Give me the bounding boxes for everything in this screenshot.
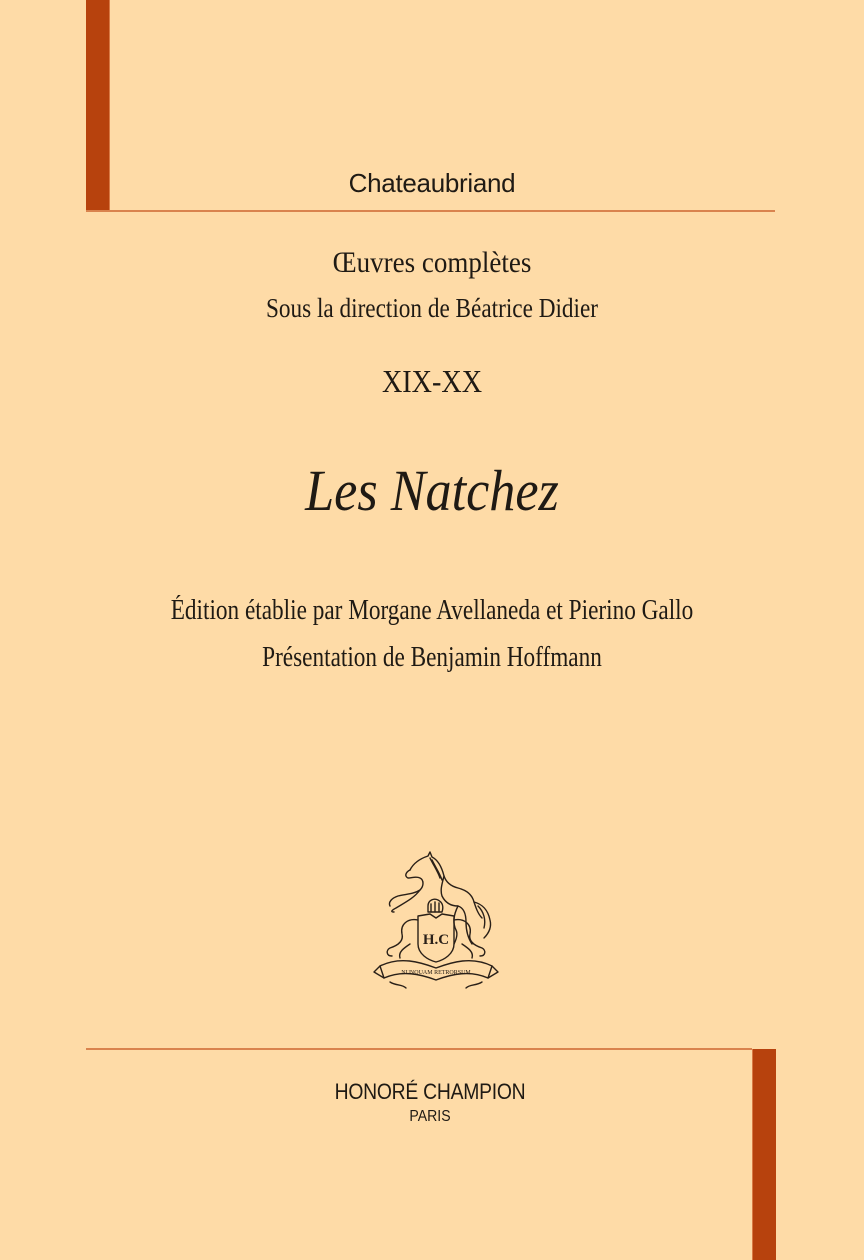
publisher-name: HONORÉ CHAMPION bbox=[334, 1079, 526, 1104]
author-name-text: Chateaubriand bbox=[348, 168, 516, 198]
edition-credit: Édition établie par Morgane Avellaneda et Pierino Gallo bbox=[170, 595, 694, 626]
presentation-credit: Présentation de Benjamin Hoffmann bbox=[262, 642, 602, 673]
author-name bbox=[0, 168, 864, 199]
series-title: Œuvres complètes bbox=[332, 246, 532, 279]
series-editor: Sous la direction de Béatrice Didier bbox=[265, 293, 599, 323]
book-title: Les Natchez bbox=[305, 458, 559, 523]
bottom-divider-rule bbox=[86, 1048, 752, 1050]
emblem-banner-text: NUNQUAM RETRORSUM bbox=[401, 970, 471, 976]
volume-number: XIX-XX bbox=[381, 363, 483, 399]
publisher-city: PARIS bbox=[409, 1108, 451, 1125]
publisher-horse-crest-icon bbox=[370, 848, 500, 994]
top-divider-rule bbox=[86, 210, 775, 212]
emblem-shield-text: H.C bbox=[422, 932, 450, 948]
